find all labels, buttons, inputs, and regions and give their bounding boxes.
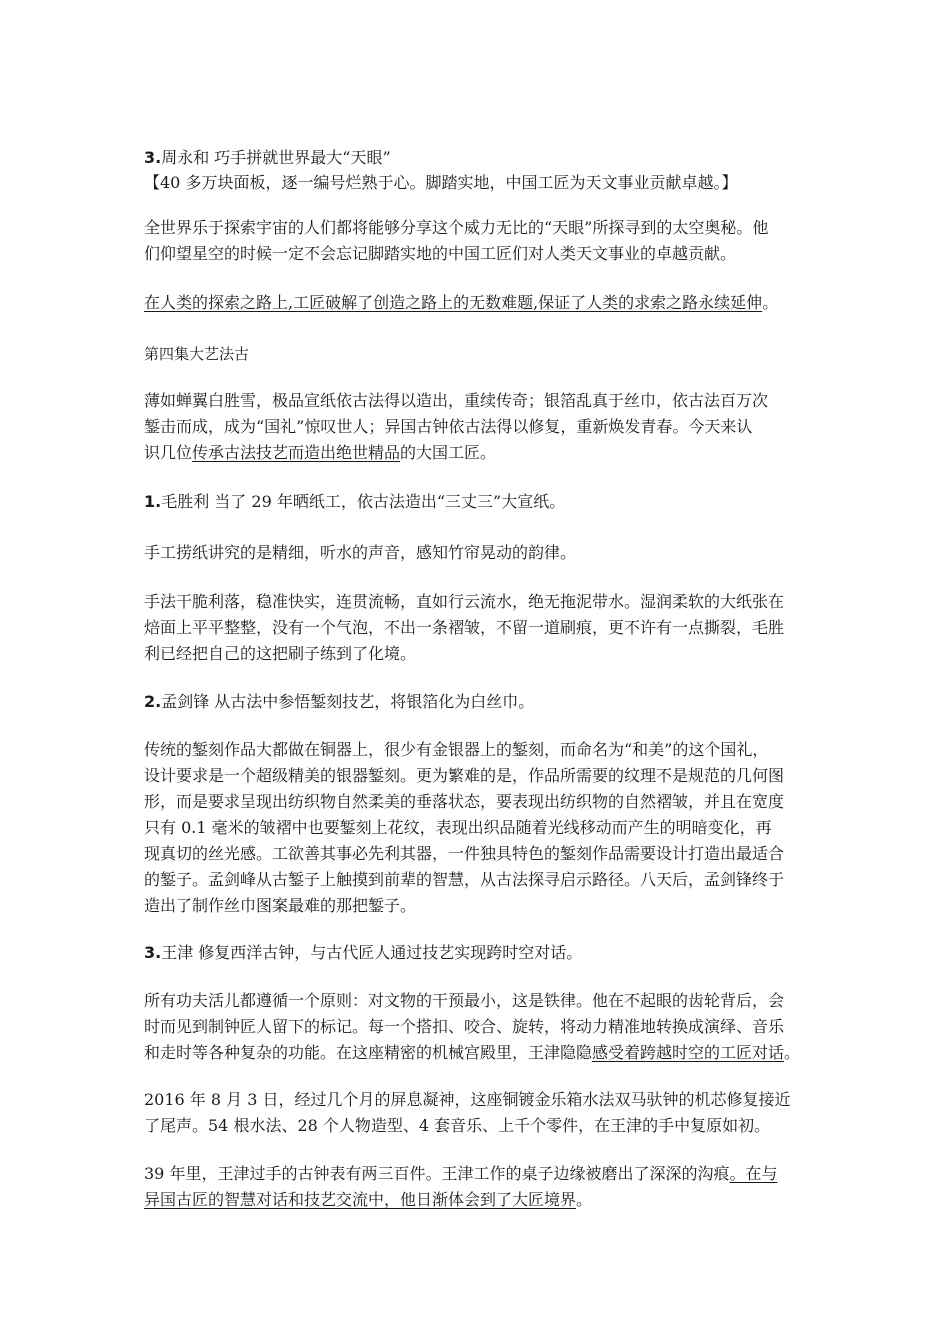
section-heading	[144, 940, 844, 966]
paragraph	[144, 388, 844, 466]
paragraph-line: 形，而是要求呈现出纺织物自然柔美的垂落状态，要表现出纺织物的自然褶皱，并且在宽度	[144, 792, 785, 811]
underlined-text: 感受着跨越时空的工匠对话	[592, 1043, 785, 1062]
paragraph-text: 39 年里，王津过手的古钟表有两三百件。王津工作的桌子边缘被磨出了深深的沟痕	[144, 1164, 730, 1183]
paragraph-line	[144, 1161, 844, 1187]
episode-title: 第四集大艺法古	[144, 345, 250, 363]
paragraph	[144, 737, 844, 919]
paragraph-text: 。	[784, 1043, 801, 1062]
section-summary: 【40 多万块面板，逐一编号烂熟于心。脚踏实地，中国工匠为天文事业贡献卓越。】	[144, 173, 738, 192]
section-number: 2.	[144, 692, 162, 711]
paragraph-line	[144, 1187, 844, 1213]
paragraph-line: 造出了制作丝巾图案最难的那把錾子。	[144, 896, 417, 915]
paragraph-line	[144, 1040, 844, 1066]
section-heading	[144, 145, 844, 171]
paragraph	[144, 1087, 844, 1139]
paragraph-line: 设计要求是一个超级精美的银器錾刻。更为繁难的是，作品所需要的纹理不是规范的几何图	[144, 766, 785, 785]
paragraph-text: 的大国工匠。	[400, 443, 497, 462]
paragraph-text: 。	[762, 293, 779, 312]
paragraph-line: 薄如蝉翼白胜雪，极品宣纸依古法得以造出，重续传奇；银箔乱真于丝巾，依古法百万次	[144, 391, 769, 410]
paragraph-line: 了尾声。54 根水法、28 个人物造型、4 套音乐、上千个零件，在王津的手中复原如初。	[144, 1116, 771, 1135]
paragraph	[144, 290, 844, 316]
paragraph-line: 传统的錾刻作品大都做在铜器上，很少有金银器上的錾刻，而命名为“和美”的这个国礼，	[144, 740, 769, 759]
section-heading	[144, 689, 844, 715]
paragraph: 手工捞纸讲究的是精细，听水的声音，感知竹帘晃动的韵律。	[144, 543, 577, 562]
paragraph	[144, 215, 844, 267]
section-heading-text: 周永和 巧手拼就世界最大“天眼”	[161, 148, 391, 167]
section-number: 1.	[144, 492, 162, 511]
paragraph	[144, 988, 844, 1066]
section-heading	[144, 489, 844, 515]
paragraph	[144, 1161, 844, 1213]
paragraph-line: 2016 年 8 月 3 日，经过几个月的屏息凝神，这座铜镀金乐箱水法双马驮钟的机芯修复接近	[144, 1090, 791, 1109]
paragraph-line: 只有 0.1 毫米的皱褶中也要錾刻上花纹，表现出织品随着光线移动而产生的明暗变化，再	[144, 818, 772, 837]
paragraph-line: 所有功夫活儿都遵循一个原则：对文物的干预最小，这是铁律。他在不起眼的齿轮背后，会	[144, 991, 785, 1010]
underlined-text: 传承古法技艺而造出绝世精品	[192, 443, 401, 462]
section-heading-text: 孟剑锋 从古法中参悟錾刻技艺，将银箔化为白丝巾。	[161, 692, 535, 711]
paragraph-line: 的錾子。孟剑峰从古錾子上触摸到前辈的智慧，从古法探寻启示路径。八天后，孟剑锋终于	[144, 870, 785, 889]
paragraph-line: 们仰望星空的时候一定不会忘记脚踏实地的中国工匠们对人类天文事业的卓越贡献。	[144, 244, 737, 263]
section-heading-text: 王津 修复西洋古钟，与古代匠人通过技艺实现跨时空对话。	[161, 943, 583, 962]
paragraph-text: 。	[576, 1190, 593, 1209]
paragraph-line: 全世界乐于探索宇宙的人们都将能够分享这个威力无比的“天眼”所探寻到的太空奥秘。他	[144, 218, 769, 237]
paragraph-line: 焙面上平平整整，没有一个气泡，不出一条褶皱，不留一道刷痕，更不许有一点撕裂，毛胜	[144, 618, 785, 637]
section-number: 3.	[144, 943, 162, 962]
paragraph-line: 手法干脆利落，稳准快实，连贯流畅，直如行云流水，绝无拖泥带水。湿润柔软的大纸张在	[144, 592, 785, 611]
paragraph-line: 利已经把自己的这把刷子练到了化境。	[144, 644, 417, 663]
underlined-text: 。在与	[729, 1164, 778, 1183]
underlined-text: 异国古匠的智慧对话和技艺交流中，他日渐体会到了大匠境界	[144, 1190, 577, 1209]
underlined-text: 在人类的探索之路上,工匠破解了创造之路上的无数难题,保证了人类的求索之路永续延伸	[144, 293, 763, 312]
paragraph-text: 识几位	[144, 443, 193, 462]
paragraph-line: 现真切的丝光感。工欲善其事必先利其器，一件独具特色的錾刻作品需要设计打造出最适合	[144, 844, 785, 863]
section-heading-text: 毛胜利 当了 29 年晒纸工，依古法造出“三丈三”大宣纸。	[161, 492, 566, 511]
paragraph-line	[144, 440, 844, 466]
paragraph-line: 錾击而成，成为“国礼”惊叹世人；异国古钟依古法得以修复，重新焕发青春。今天来认	[144, 417, 753, 436]
paragraph-line: 时而见到制钟匠人留下的标记。每一个搭扣、咬合、旋转，将动力精准地转换成演绎、音乐	[144, 1017, 785, 1036]
paragraph	[144, 589, 844, 667]
section-number: 3.	[144, 148, 162, 167]
paragraph-text: 和走时等各种复杂的功能。在这座精密的机械宫殿里，王津隐隐	[144, 1043, 593, 1062]
